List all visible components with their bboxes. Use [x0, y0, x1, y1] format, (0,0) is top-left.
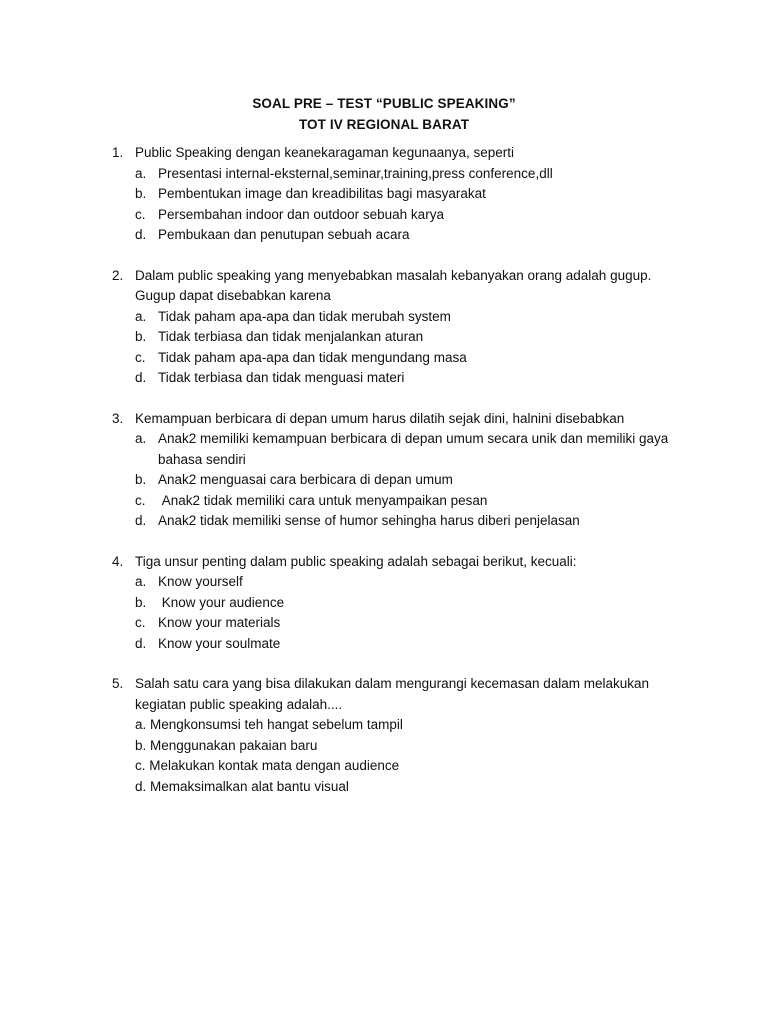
option-c	[135, 348, 672, 369]
option-letter: d.	[135, 370, 147, 385]
question-text: Dalam public speaking yang menyebabkan masalah kebanyakan orang adalah gugup. Gugup dapat disebabkan karena	[135, 267, 652, 303]
document-header	[0, 94, 768, 135]
option-a	[135, 307, 672, 328]
option-letter: c.	[135, 206, 146, 222]
option-text: Anak2 tidak memiliki sense of humor sehingha harus diberi penjelasan	[158, 513, 580, 528]
question-3-stem	[112, 409, 672, 430]
option-text: Anak2 tidak memiliki cara untuk menyampaikan pesan	[158, 492, 488, 508]
option-list	[112, 164, 672, 246]
question-number: 4.	[112, 553, 124, 569]
option-a	[135, 164, 672, 185]
option-letter: b.	[135, 186, 147, 201]
option-b	[135, 470, 672, 491]
option-d	[135, 634, 672, 655]
option-text: Anak2 menguasai cara berbicara di depan umum	[158, 472, 453, 487]
option-text: Know your soulmate	[158, 635, 281, 651]
option-c	[135, 205, 672, 226]
option-text: Tidak paham apa-apa dan tidak mengundang masa	[158, 349, 467, 365]
option-c	[135, 491, 672, 512]
option-b	[135, 184, 672, 205]
question-2	[112, 266, 672, 389]
option-letter: a.	[135, 431, 147, 446]
question-1-stem	[112, 143, 672, 164]
question-number: 1.	[112, 145, 124, 160]
option-d: d. Memaksimalkan alat bantu visual	[135, 778, 349, 794]
option-text: Know your audience	[158, 594, 285, 610]
option-letter: a.	[135, 574, 147, 589]
question-4	[112, 552, 672, 655]
question-number: 5.	[112, 676, 124, 691]
option-letter: c.	[135, 492, 146, 508]
option-a	[135, 572, 672, 593]
question-5	[112, 674, 672, 797]
option-letter: d.	[135, 227, 147, 242]
option-letter: c.	[135, 349, 146, 365]
document-title: SOAL PRE – TEST “PUBLIC SPEAKING”	[252, 96, 516, 111]
option-list	[112, 715, 672, 797]
option-letter: b.	[135, 329, 147, 344]
option-a: a. Mengkonsumsi teh hangat sebelum tampil	[135, 717, 403, 732]
question-text: Public Speaking dengan keanekaragaman kegunaanya, seperti	[135, 145, 515, 160]
question-text: Kemampuan berbicara di depan umum harus dilatih sejak dini, halnini disebabkan	[135, 410, 625, 426]
option-text: Persembahan indoor dan outdoor sebuah karya	[158, 206, 444, 222]
option-letter: d.	[135, 513, 147, 528]
question-1	[112, 143, 672, 246]
question-number: 3.	[112, 410, 124, 426]
option-text: Tidak terbiasa dan tidak menjalankan aturan	[158, 329, 424, 344]
option-list	[112, 572, 672, 654]
option-text: Pembentukan image dan kreadibilitas bagi masyarakat	[158, 186, 486, 201]
question-list	[112, 143, 672, 817]
question-text: Tiga unsur penting dalam public speaking adalah sebagai berikut, kecuali:	[135, 553, 577, 569]
option-d	[135, 225, 672, 246]
option-a	[135, 429, 672, 470]
document-subtitle: TOT IV REGIONAL BARAT	[298, 116, 470, 132]
question-2-stem	[112, 266, 672, 307]
option-letter: a.	[135, 165, 147, 181]
question-text: Salah satu cara yang bisa dilakukan dalam mengurangi kecemasan dalam melakukan kegiatan public speaking adalah....	[135, 676, 650, 712]
option-d	[135, 368, 672, 389]
option-text: Pembukaan dan penutupan sebuah acara	[158, 227, 410, 242]
option-letter: b.	[135, 594, 147, 610]
option-text: Know your materials	[158, 615, 281, 630]
option-text: Tidak terbiasa dan tidak menguasi materi	[158, 370, 405, 385]
option-b	[135, 327, 672, 348]
option-c	[135, 613, 672, 634]
question-5-stem	[112, 674, 672, 715]
option-d	[135, 511, 672, 532]
option-b	[135, 593, 672, 614]
question-3	[112, 409, 672, 532]
option-text: Tidak paham apa-apa dan tidak merubah system	[158, 308, 451, 324]
option-letter: d.	[135, 635, 147, 651]
question-4-stem	[112, 552, 672, 573]
question-number: 2.	[112, 267, 124, 283]
option-text: Anak2 memiliki kemampuan berbicara di depan umum secara unik dan memiliki gaya bahasa sendiri	[158, 431, 669, 467]
option-c: c. Melakukan kontak mata dengan audience	[135, 758, 400, 773]
option-b: b. Menggunakan pakaian baru	[135, 737, 318, 753]
option-letter: b.	[135, 472, 147, 487]
option-list	[112, 429, 672, 532]
option-list	[112, 307, 672, 389]
option-letter: c.	[135, 615, 146, 630]
option-text: Know yourself	[158, 574, 243, 589]
option-letter: a.	[135, 308, 147, 324]
option-text: Presentasi internal-eksternal,seminar,training,press conference,dll	[158, 165, 553, 181]
